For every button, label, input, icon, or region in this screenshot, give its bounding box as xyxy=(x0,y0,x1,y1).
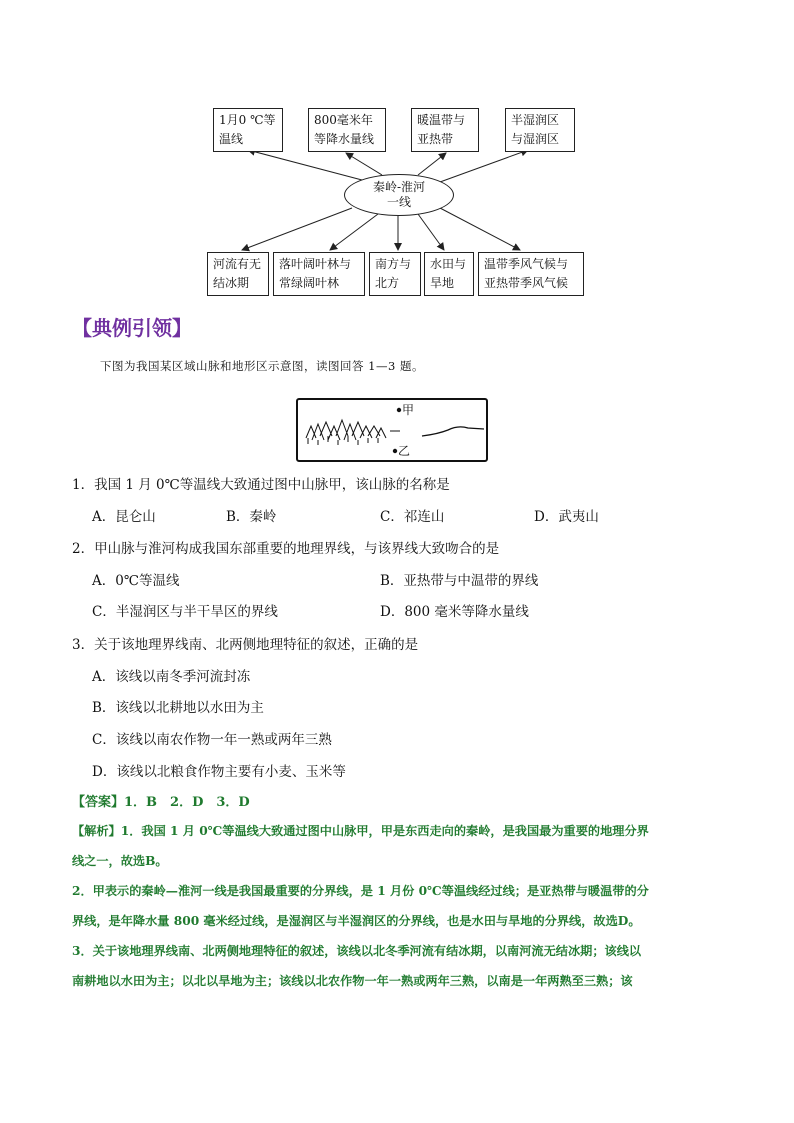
box-0c-isotherm xyxy=(213,108,283,152)
box-south-north xyxy=(369,252,421,296)
q2-option-d: D．800 毫米等降水量线 xyxy=(380,604,529,620)
q3-option-c: C．该线以南农作物一年一熟或两年三熟 xyxy=(92,732,332,748)
box-humid-zones xyxy=(505,108,575,152)
q1-option-a: A．昆仑山 xyxy=(92,509,156,525)
box-line: 常绿阔叶林 xyxy=(279,276,340,290)
q2-option-a: A．0℃等温线 xyxy=(92,573,180,589)
box-line: 落叶阔叶林与 xyxy=(279,257,352,271)
box-line: 800毫米年 xyxy=(314,113,373,127)
q3-option-b: B．该线以北耕地以水田为主 xyxy=(92,700,264,716)
mountain-sketch xyxy=(298,400,486,460)
box-line: 亚热带季风气候 xyxy=(484,276,569,290)
concept-diagram xyxy=(0,0,794,300)
box-climate-types xyxy=(478,252,584,296)
explanation-line: 南耕地以水田为主；以北以旱地为主；该线以北农作物一年一熟或两年三熟，以南是一年两熟至三熟；该 xyxy=(72,974,633,988)
box-line: 河流有无 xyxy=(213,257,262,271)
label-yi: 乙 xyxy=(398,444,411,458)
q3-option-a: A．该线以南冬季河流封冻 xyxy=(92,669,251,685)
q3-option-d: D．该线以北粮食作物主要有小麦、玉米等 xyxy=(92,764,346,780)
section-title: 【典例引领】 xyxy=(72,316,192,340)
explanation-line: 线之一，故选B。 xyxy=(72,854,168,868)
explanation-line: 2．甲表示的秦岭—淮河一线是我国最重要的分界线，是 1 月份 0℃等温线经过线；是亚热带与暖温带的分 xyxy=(72,884,649,898)
question-2-stem: 2．甲山脉与淮河构成我国东部重要的地理界线，与该界线大致吻合的是 xyxy=(72,541,500,557)
box-line: 北方 xyxy=(375,276,400,290)
explanation-line: 【解析】1．我国 1 月 0℃等温线大致通过图中山脉甲，甲是东西走向的秦岭，是我国最为重要的地理分界 xyxy=(72,824,649,838)
box-temperate-subtropical xyxy=(411,108,479,152)
explanation xyxy=(72,816,726,996)
box-paddy-dryland xyxy=(424,252,474,296)
q2-option-c: C．半湿润区与半干旱区的界线 xyxy=(92,604,278,620)
box-line: 温带季风气候与 xyxy=(484,257,569,271)
box-line: 与湿润区 xyxy=(511,132,560,146)
box-forest-types xyxy=(273,252,365,296)
label-jia: 甲 xyxy=(402,403,415,417)
box-line: 结冰期 xyxy=(213,276,250,290)
answer-key: 【答案】1．B 2．D 3．D xyxy=(72,795,250,810)
box-river-freezing xyxy=(207,252,269,296)
question-3-stem: 3．关于该地理界线南、北两侧地理特征的叙述，正确的是 xyxy=(72,637,419,653)
center-qinling-huaihe xyxy=(344,174,454,216)
box-line: 等降水量线 xyxy=(314,132,375,146)
explanation-line: 3．关于该地理界线南、北两侧地理特征的叙述，该线以北冬季河流有结冰期，以南河流无结冰期；该线以 xyxy=(72,944,642,958)
box-line: 亚热带 xyxy=(417,132,454,146)
box-line: 1月0 ℃等 xyxy=(219,113,276,127)
center-line: 秦岭-淮河 xyxy=(372,180,426,194)
mountain-map xyxy=(296,398,488,462)
center-line: 一线 xyxy=(386,195,411,209)
q1-option-d: D．武夷山 xyxy=(534,509,599,525)
box-line: 旱地 xyxy=(430,276,455,290)
intro-text: 下图为我国某区域山脉和地形区示意图，读图回答 1—3 题。 xyxy=(100,359,424,373)
box-line: 温线 xyxy=(219,132,244,146)
box-line: 水田与 xyxy=(430,257,467,271)
box-line: 暖温带与 xyxy=(417,113,466,127)
explanation-line: 界线，是年降水量 800 毫米经过线，是湿润区与半湿润区的分界线，也是水田与旱地的分界线，故选D。 xyxy=(72,914,641,928)
q1-option-c: C．祁连山 xyxy=(380,509,445,525)
question-1-stem: 1．我国 1 月 0℃等温线大致通过图中山脉甲，该山脉的名称是 xyxy=(72,477,450,493)
q1-option-b: B．秦岭 xyxy=(226,509,277,525)
box-line: 南方与 xyxy=(375,257,412,271)
box-line: 半湿润区 xyxy=(511,113,560,127)
box-800mm-isohyet xyxy=(308,108,386,152)
q2-option-b: B．亚热带与中温带的界线 xyxy=(380,573,539,589)
